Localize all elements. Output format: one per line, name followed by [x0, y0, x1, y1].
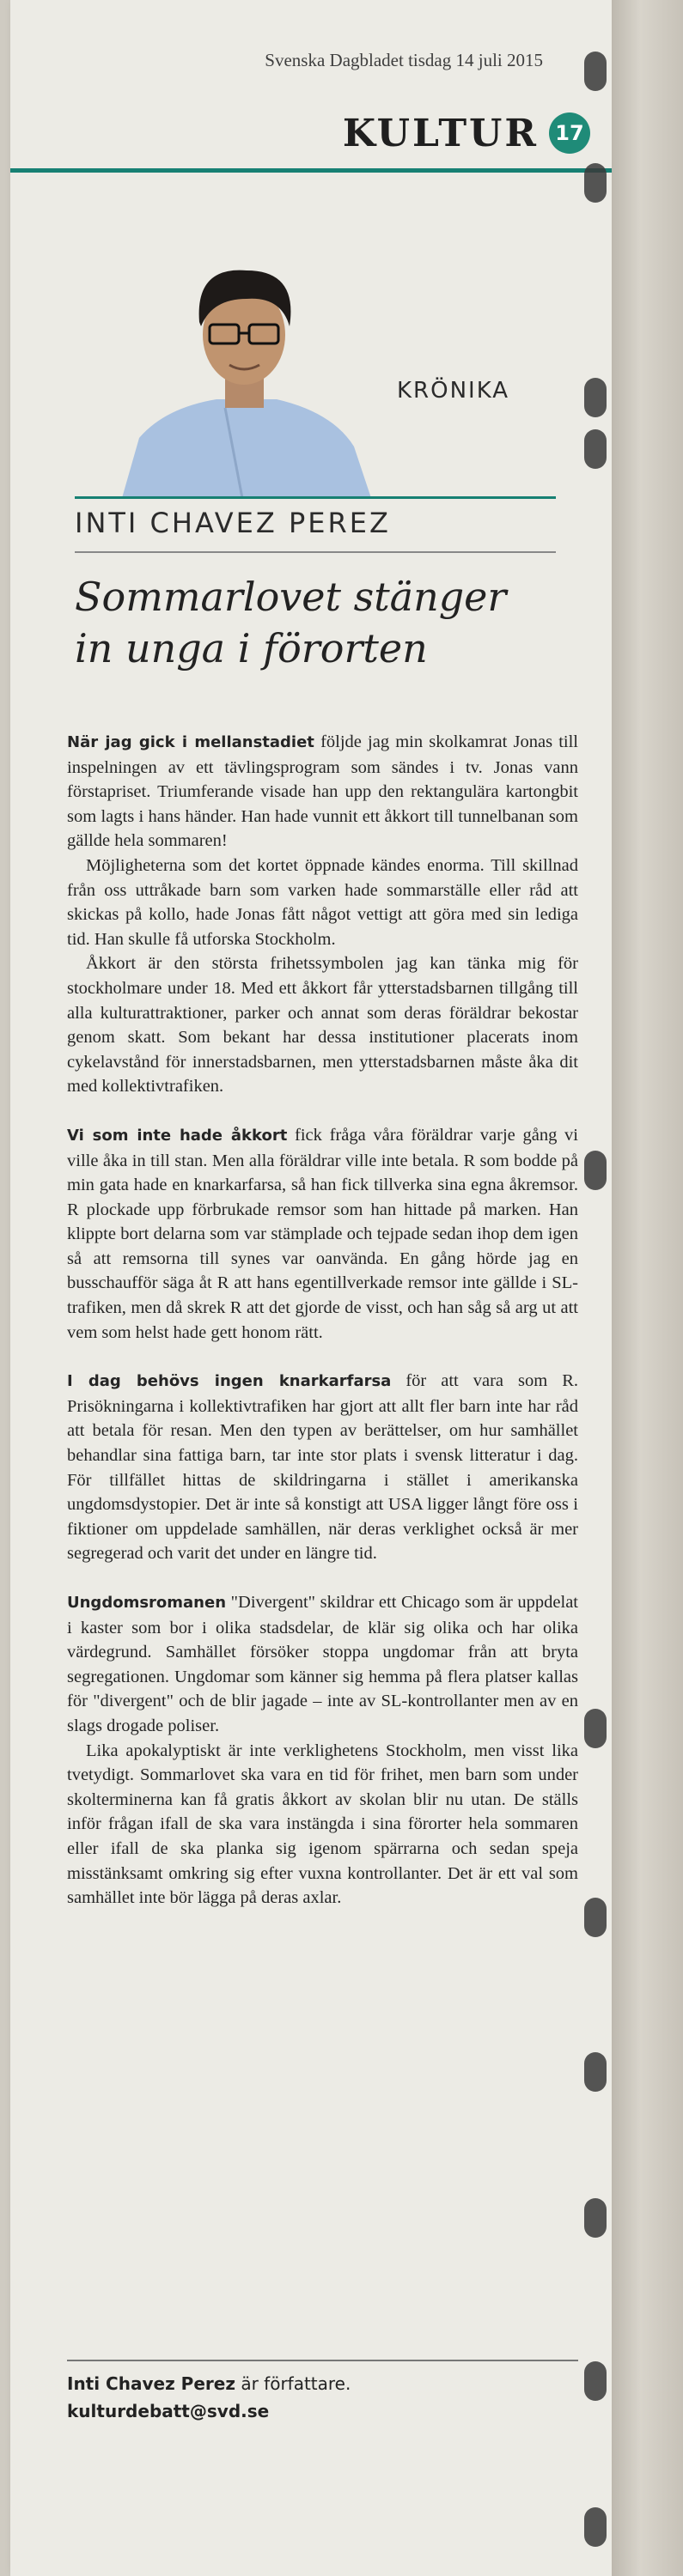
paragraph — [67, 1590, 578, 1739]
byline-rule — [75, 496, 556, 499]
paragraph-text: Lika apokalyptiskt är inte verklighetens Stockholm, men visst lika tvetydigt. Sommarlovet ska vara en tid för frihet, men barn som under skolterminerna kan få gratis åkkort av skolan blir nu utan. De ställs inför frågan ifall de ska vara instängda i sina förorter hela sommaren eller ifall de ska planka sig igenom spärrarna och sedan speja misstänksamt omkring sig efter vuxna kontrollanter. Det är ett val som samhället inte bör lägga på deras axlar. — [67, 1741, 578, 1908]
binder-hole — [584, 2198, 607, 2238]
binder-hole — [584, 1709, 607, 1748]
byline-author: INTI CHAVEZ PEREZ — [75, 507, 391, 539]
dateline: Svenska Dagbladet tisdag 14 juli 2015 — [265, 50, 543, 70]
binder-hole — [584, 378, 607, 417]
footer-rule — [67, 2360, 578, 2361]
paragraph-lead: När jag gick i mellanstadiet — [67, 733, 314, 751]
paragraph-lead: Vi som inte hade åkkort — [67, 1126, 288, 1145]
section-header — [212, 103, 590, 163]
paragraph-text: "Divergent" skildrar ett Chicago som är uppdelat i kaster som bor i olika stadsdelar, de klär sig olika och har olika värdegrund. Samhället försöker stoppa ungdomar från att bryta segregationen. Ungdomar som känner sig hemma på flera platser kallas för "divergent" och de blir jagade – inte av SL-kontrollanter men av en slags drogade poliser. — [67, 1593, 578, 1735]
article-title — [75, 571, 573, 674]
title-line-2: in unga i förorten — [75, 625, 428, 671]
paragraph-text: fick fråga våra föräldrar varje gång vi ville åka in till stan. Men alla föräldrar ville inte betala. R som bodde på min gata hade en knarkarfarsa, så han fick tillverka sina egna åkremsor. R plockade upp förbrukade remsor som han hittade på marken. Han klippte bort delarna som var stämplade och tejpade sedan ihop dem igen så att remsorna till synes var oanvända. En gång hörde jag en busschaufför säga åt R att hans egentillverkade remsor inte gällde i SL-trafiken, men då skrek R att det gjorde de visst, och han såg så arg ut att vem som helst hade gett honom rätt. — [67, 1125, 578, 1342]
newspaper-page — [10, 0, 612, 2576]
author-portrait — [105, 232, 380, 498]
binder-hole — [584, 52, 607, 91]
footer-email: kulturdebatt@svd.se — [67, 2401, 270, 2421]
author-credit — [67, 2370, 578, 2397]
paragraph — [67, 854, 578, 951]
binder-hole — [584, 2052, 607, 2092]
paragraph — [67, 1369, 578, 1566]
column-label: KRÖNIKA — [397, 378, 510, 404]
page-number-badge: 17 — [549, 112, 590, 154]
footer-author-name: Inti Chavez Perez — [67, 2373, 235, 2394]
footer-author-role: är författare. — [235, 2373, 351, 2394]
paragraph — [67, 730, 578, 854]
background-strip — [612, 0, 683, 2576]
binder-hole — [584, 1151, 607, 1190]
binder-hole — [584, 429, 607, 469]
binder-hole — [584, 1898, 607, 1937]
byline-rule-bottom — [75, 551, 556, 553]
article-body — [67, 730, 578, 1911]
section-rule — [10, 168, 612, 173]
binder-hole — [584, 2361, 607, 2401]
paragraph-text: Möjligheterna som det kortet öppnade kändes enorma. Till skillnad från oss uttråkade barn som varken hade sommarställe eller råd att skickas på kollo, hade Jonas fått något vettigt att göra med sin lediga tid. Han skulle få utforska Stockholm. — [67, 855, 578, 949]
article-footer — [67, 2370, 578, 2425]
paragraph — [67, 1123, 578, 1345]
paragraph-text: för att vara som R. Prisökningarna i kollektivtrafiken har gjort att allt fler barn inte har råd att betala för resan. Men den typen av berättelser, om hur samhället behandlar sina fattiga barn, tar inte stor plats i svensk litteratur i dag. För tillfället hittas de skildringarna i stället i amerikanska ungdomsdystopier. Det är inte så konstigt att USA ligger långt före oss i fiktioner om uppdelade samhällen, när deras verklighet också är mer segregerad och varit det under en längre tid. — [67, 1371, 579, 1564]
title-line-1: Sommarlovet stänger — [75, 574, 507, 620]
paragraph-text: Åkkort är den största frihetssymbolen jag kan tänka mig för stockholmare under 18. Med ett åkkort får ytterstadsbarnen tillgång till alla kulturattraktioner, parker och annat som deras föräldrar bekostar genom skatt. Som bekant har dessa institutioner placerats inom cykelavstånd för innerstadsbarnen, men ytterstadsbarnen måste åka dit med kollektivtrafiken. — [67, 954, 578, 1097]
section-title: KULTUR — [342, 111, 539, 155]
paragraph — [67, 1739, 578, 1911]
binder-hole — [584, 163, 607, 203]
paragraph-lead: I dag behövs ingen knarkarfarsa — [67, 1372, 392, 1391]
binder-hole — [584, 2507, 607, 2547]
paragraph-text: följde jag min skolkamrat Jonas till inspelningen av ett tävlingsprogram som sändes i tv. Jonas vann förstapriset. Triumferande visade han upp den rektangulära kartongbit som lagts i hans händer. Han hade vunnit ett åkkort till tunnelbanan som gällde hela sommaren! — [67, 732, 578, 851]
paragraph — [67, 951, 578, 1099]
paragraph-lead: Ungdomsromanen — [67, 1594, 227, 1612]
